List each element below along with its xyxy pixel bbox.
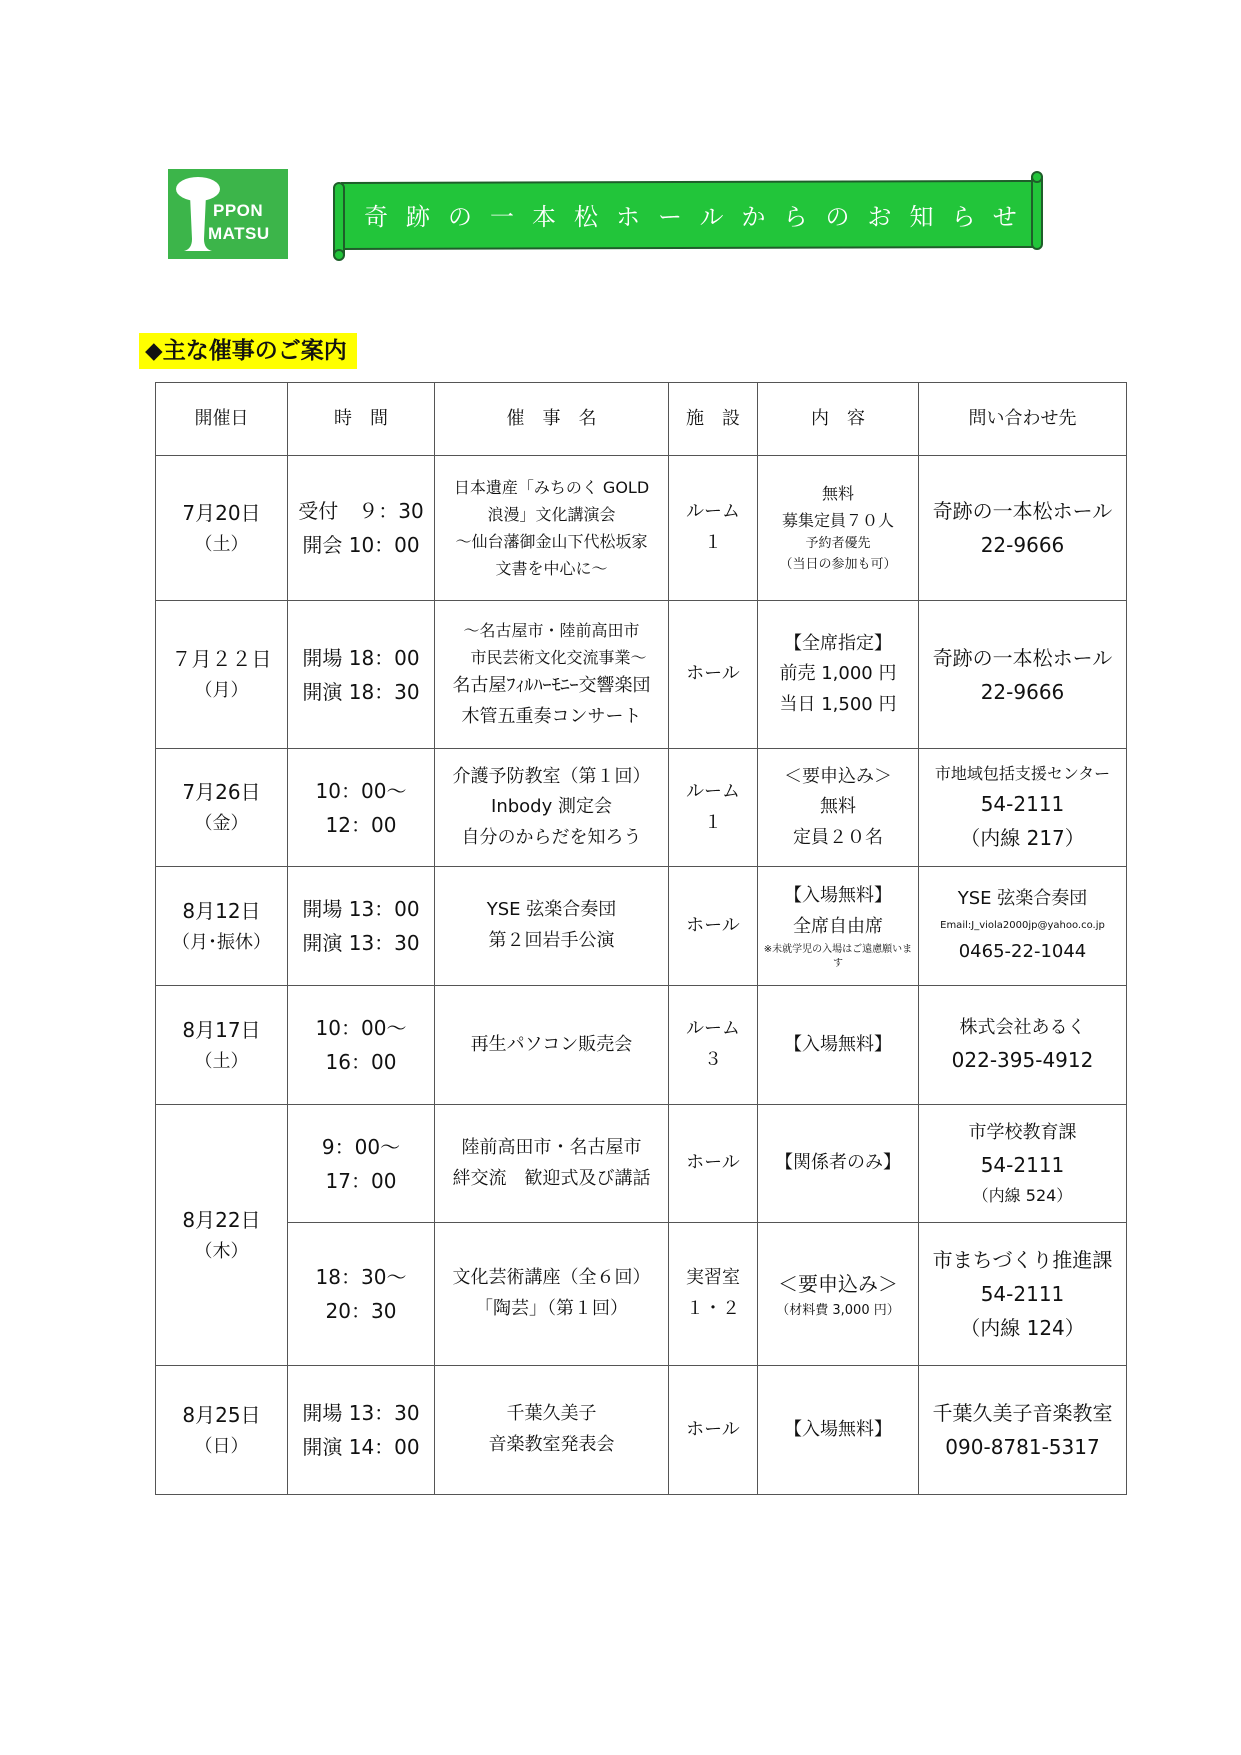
date-cell: 8月25日 （日） [156, 1366, 288, 1495]
contact-cell: 市まちづくり推進課 54-2111 （内線 124） [919, 1223, 1127, 1366]
contact-cell: 株式会社あるく 022-395-4912 [919, 986, 1127, 1105]
header-banner [328, 167, 1050, 263]
facility-cell: ルーム １ [669, 456, 758, 601]
table-header-row [156, 383, 1127, 456]
content-cell: 【入場無料】 [758, 1366, 919, 1495]
event-cell: ～名古屋市・陸前高田市 市民芸術文化交流事業～ 名古屋ﾌｨﾙﾊｰﾓﾆｰ交響楽団 木管五重奏コンサート [435, 601, 669, 749]
header-event: 催 事 名 [435, 383, 669, 456]
contact-cell: 奇跡の一本松ホール 22-9666 [919, 601, 1127, 749]
event-cell: 千葉久美子 音楽教室発表会 [435, 1366, 669, 1495]
table-row [156, 1105, 1127, 1223]
event-cell: 文化芸術講座（全６回） 「陶芸」（第１回） [435, 1223, 669, 1366]
content-cell: 【全席指定】 前売 1,000 円 当日 1,500 円 [758, 601, 919, 749]
event-cell: 再生パソコン販売会 [435, 986, 669, 1105]
events-table [155, 382, 1127, 1495]
facility-cell: ホール [669, 1105, 758, 1223]
time-cell: 開場 13：00 開演 13：30 [288, 867, 435, 986]
time-cell: 開場 13：30 開演 14：00 [288, 1366, 435, 1495]
event-cell: YSE 弦楽合奏団 第２回岩手公演 [435, 867, 669, 986]
table-row [156, 1366, 1127, 1495]
content-cell: 【関係者のみ】 [758, 1105, 919, 1223]
facility-cell: ルーム １ [669, 749, 758, 867]
ippon-matsu-logo [168, 169, 288, 259]
table-row [156, 456, 1127, 601]
content-cell: ＜要申込み＞ 無料 定員２０名 [758, 749, 919, 867]
time-cell: 10：00～ 16：00 [288, 986, 435, 1105]
time-cell: 18：30～ 20：30 [288, 1223, 435, 1366]
content-cell: ＜要申込み＞ （材料費 3,000 円） [758, 1223, 919, 1366]
header-content: 内 容 [758, 383, 919, 456]
time-cell: 開場 18：00 開演 18：30 [288, 601, 435, 749]
logo-text-matsu: MATSU [208, 224, 270, 243]
contact-cell: YSE 弦楽合奏団 Email:J_viola2000jp@yahoo.co.jp 0465-22-1044 [919, 867, 1127, 986]
date-cell: 8月22日 （木） [156, 1105, 288, 1366]
header-contact: 問い合わせ先 [919, 383, 1127, 456]
logo-text-ppon: PPON [213, 201, 264, 220]
contact-cell: 千葉久美子音楽教室 090-8781-5317 [919, 1366, 1127, 1495]
date-cell: 8月17日 （土） [156, 986, 288, 1105]
banner-title: 奇跡の一本松ホールからのお知らせ [364, 203, 1035, 231]
event-cell: 日本遺産「みちのく GOLD 浪漫」文化講演会 ～仙台藩御金山下代松坂家 文書を中心に～ [435, 456, 669, 601]
table-row [156, 601, 1127, 749]
facility-cell: ホール [669, 601, 758, 749]
facility-cell: ホール [669, 867, 758, 986]
event-cell: 介護予防教室（第１回） Inbody 測定会 自分のからだを知ろう [435, 749, 669, 867]
table-row [156, 986, 1127, 1105]
header-time: 時 間 [288, 383, 435, 456]
facility-cell: ルーム ３ [669, 986, 758, 1105]
content-cell: 【入場無料】 [758, 986, 919, 1105]
contact-cell: 市学校教育課 54-2111 （内線 524） [919, 1105, 1127, 1223]
time-cell: 9：00～ 17：00 [288, 1105, 435, 1223]
facility-cell: ホール [669, 1366, 758, 1495]
contact-cell: 奇跡の一本松ホール 22-9666 [919, 456, 1127, 601]
table-row [156, 1223, 1127, 1366]
time-cell: 10：00～ 12：00 [288, 749, 435, 867]
time-cell: 受付 ９：30 開会 10：00 [288, 456, 435, 601]
date-cell: 7月20日 （土） [156, 456, 288, 601]
date-cell: ７月２２日 （月） [156, 601, 288, 749]
event-cell: 陸前高田市・名古屋市 絆交流 歓迎式及び講話 [435, 1105, 669, 1223]
contact-cell: 市地域包括支援センター 54-2111 （内線 217） [919, 749, 1127, 867]
date-cell: 8月12日 （月･振休） [156, 867, 288, 986]
content-cell: 無料 募集定員７０人 予約者優先 （当日の参加も可） [758, 456, 919, 601]
header-facility: 施 設 [669, 383, 758, 456]
section-title: ◆主な催事のご案内 [139, 333, 357, 369]
facility-cell: 実習室 １・２ [669, 1223, 758, 1366]
table-row [156, 867, 1127, 986]
header-date: 開催日 [156, 383, 288, 456]
date-cell: 7月26日 （金） [156, 749, 288, 867]
content-cell: 【入場無料】 全席自由席 ※未就学児の入場はご遠慮願います [758, 867, 919, 986]
table-row [156, 749, 1127, 867]
